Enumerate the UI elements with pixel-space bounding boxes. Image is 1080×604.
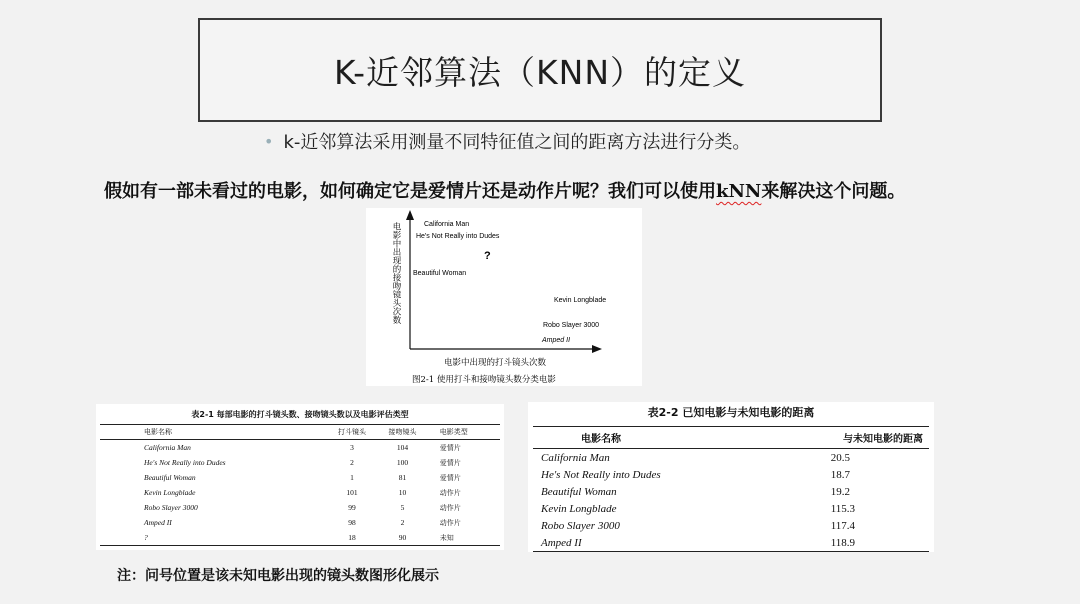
table1-header-name: 电影名称: [100, 425, 327, 440]
table1-grid: [100, 424, 500, 546]
cell-type: 未知: [428, 530, 500, 546]
cell-movie-name: California Man: [541, 451, 610, 464]
cell-kisses: 104: [396, 443, 409, 452]
cell-fights: 1: [350, 473, 354, 482]
table-distances: [528, 402, 934, 552]
table2-header-name: 电影名称: [533, 427, 759, 449]
question-keyword: kNN: [716, 181, 762, 202]
table1-header-fights: 打斗镜头: [327, 425, 378, 440]
table-row: [533, 449, 929, 467]
table-row: [533, 500, 929, 517]
table-row: [533, 466, 929, 483]
table-row: [100, 500, 500, 515]
table-row: [533, 534, 929, 552]
table-row: [100, 455, 500, 470]
cell-kisses: 5: [400, 503, 405, 512]
cell-fights: 99: [348, 503, 356, 512]
point-label: Robo Slayer 3000: [543, 322, 600, 329]
table-row: [533, 517, 929, 534]
bullet-text: k-近邻算法采用测量不同特征值之间的距离方法进行分类。: [283, 132, 751, 153]
cell-kisses: 100: [396, 458, 409, 467]
cell-movie-name: Amped II: [533, 534, 759, 552]
cell-movie-name: He's Not Really into Dudes: [541, 468, 661, 481]
cell-kisses: 2: [400, 518, 405, 527]
table-row: [100, 440, 500, 456]
cell-type: 爱情片: [439, 473, 461, 482]
cell-movie-name: ?: [100, 530, 327, 546]
question-text: [104, 177, 905, 203]
point-label: California Man: [424, 221, 470, 228]
point-label: Amped II: [542, 337, 571, 344]
cell-fights: 2: [350, 458, 354, 467]
cell-distance: 118.9: [759, 534, 929, 552]
cell-movie-name: Robo Slayer 3000: [144, 503, 198, 512]
point-label: He's Not Really into Dudes: [416, 233, 500, 240]
table1-header-kisses: 接吻镜头: [377, 425, 428, 440]
y-axis-label: 电影中出现的接吻镜头次数: [391, 222, 401, 324]
cell-movie-name: Beautiful Woman: [144, 473, 196, 482]
cell-movie-name: He's Not Really into Dudes: [144, 458, 226, 467]
cell-movie-name: Kevin Longblade: [144, 488, 196, 497]
table2-grid: [533, 426, 929, 552]
table-movie-features: [96, 404, 504, 550]
table2-header-row: [533, 427, 929, 449]
x-axis-label: 电影中出现的打斗镜头次数: [444, 358, 547, 368]
table-row: [100, 530, 500, 546]
cell-distance: 115.3: [830, 502, 856, 515]
table-row: [100, 515, 500, 530]
question-before: 假如有一部未看过的电影，如何确定它是爱情片还是动作片呢？我们可以使用: [104, 181, 716, 202]
point-label: Kevin Longblade: [554, 297, 607, 304]
slide-title: K-近邻算法（KNN）的定义: [333, 52, 747, 92]
table-row: [100, 485, 500, 500]
cell-kisses: 81: [398, 473, 407, 482]
question-after: 来解决这个问题。: [761, 181, 906, 202]
cell-type: 动作片: [439, 503, 461, 512]
slide-title-box: [198, 18, 882, 122]
cell-distance: 18.7: [830, 468, 850, 481]
cell-movie-name: Robo Slayer 3000: [541, 519, 620, 532]
bullet-dot-icon: •: [264, 131, 274, 151]
cell-kisses: 90: [377, 530, 428, 546]
cell-fights: 98: [348, 518, 356, 527]
cell-type: 动作片: [439, 518, 461, 527]
bullet-point: [264, 128, 750, 154]
cell-movie-name: California Man: [144, 443, 191, 452]
cell-fights: 18: [327, 530, 378, 546]
point-label: Beautiful Woman: [413, 270, 467, 277]
scatter-figure: [366, 208, 642, 386]
cell-distance: 117.4: [830, 519, 856, 532]
x-axis-arrow-icon: [592, 345, 602, 353]
cell-movie-name: Amped II: [144, 518, 172, 527]
table1-header-type: 电影类型: [428, 425, 500, 440]
scatter-plot: [366, 208, 642, 386]
table1-caption: 表2-1 每部电影的打斗镜头数、接吻镜头数以及电影评估类型: [191, 410, 409, 419]
table-row: [533, 483, 929, 500]
cell-distance: 20.5: [830, 451, 850, 464]
cell-type: 爱情片: [439, 443, 461, 452]
table2-caption: 表2-2 已知电影与未知电影的距离: [647, 406, 815, 419]
table2-header-distance: 与未知电影的距离: [759, 427, 929, 449]
cell-fights: 3: [350, 443, 354, 452]
cell-distance: 19.2: [830, 485, 850, 498]
cell-fights: 101: [346, 488, 358, 497]
table1-header-row: [100, 425, 500, 440]
y-axis-arrow-icon: [406, 210, 414, 220]
footnote: 注：问号位置是该未知电影出现的镜头数图形化展示: [117, 568, 439, 584]
cell-type: 爱情片: [439, 458, 461, 467]
cell-movie-name: Kevin Longblade: [541, 502, 617, 515]
cell-type: 动作片: [439, 488, 461, 497]
figure-caption: 图2-1 使用打斗和接吻镜头数分类电影: [412, 375, 556, 385]
cell-movie-name: Beautiful Woman: [541, 485, 617, 498]
table-row: [100, 470, 500, 485]
cell-kisses: 10: [398, 488, 407, 497]
unknown-point-label: ?: [484, 250, 491, 262]
